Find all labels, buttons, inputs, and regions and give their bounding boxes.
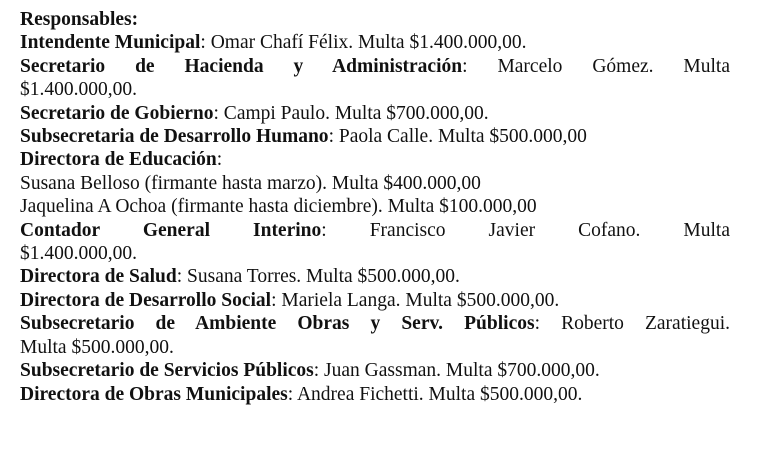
entry-directora-desarrollo-social <box>20 289 730 312</box>
entry-role: Secretario de Gobierno <box>20 102 214 124</box>
entry-text: : Andrea Fichetti. Multa $500.000,00. <box>287 383 583 405</box>
entry-intendente <box>20 31 730 54</box>
entry-secretario-hacienda <box>20 55 730 78</box>
heading: Responsables: <box>20 9 139 30</box>
entry-subsecretario-servicios <box>20 359 730 382</box>
entry-text: : <box>216 149 223 171</box>
entry-text: : Paola Calle. Multa $500.000,00 <box>328 126 587 148</box>
entry-text: : Juan Gassman. Multa $700.000,00. <box>313 360 600 382</box>
entry-role: Directora de Educación <box>20 149 217 171</box>
entry-continuation: Multa $500.000,00. <box>20 336 174 358</box>
entry-continuation: $1.400.000,00. <box>20 79 137 101</box>
entry-text: : Roberto Zaratiegui. <box>534 313 730 335</box>
entry-plain: Susana Belloso (firmante hasta marzo). Multa $400.000,00 <box>20 172 481 194</box>
entry-subsecretaria-desarrollo-humano <box>20 125 730 148</box>
entry-directora-obras <box>20 383 730 406</box>
entry-role: Directora de Obras Municipales <box>20 383 288 405</box>
entry-role: Intendente Municipal <box>20 32 201 54</box>
entry-role: Secretario de Hacienda y Administración <box>20 55 463 77</box>
entry-role: Directora de Desarrollo Social <box>20 289 272 311</box>
entry-directora-educacion <box>20 148 730 171</box>
entry-text: : Francisco Javier Cofano. Multa <box>321 219 730 241</box>
entry-text: : Marcelo Gómez. Multa <box>462 55 730 77</box>
entry-contador-general <box>20 219 730 242</box>
entry-continuation: $1.400.000,00. <box>20 243 137 265</box>
entry-subsecretario-ambiente <box>20 312 730 335</box>
entry-role: Subsecretario de Ambiente Obras y Serv. Públicos <box>20 313 535 335</box>
entry-role: Subsecretario de Servicios Públicos <box>20 360 314 382</box>
entry-directora-salud <box>20 265 730 288</box>
entry-text: : Mariela Langa. Multa $500.000,00. <box>271 289 560 311</box>
entry-role: Directora de Salud <box>20 266 177 288</box>
entry-role: Subsecretaria de Desarrollo Humano <box>20 126 329 148</box>
entry-secretario-gobierno <box>20 102 730 125</box>
entry-text: : Susana Torres. Multa $500.000,00. <box>176 266 460 288</box>
entry-plain: Jaquelina A Ochoa (firmante hasta diciembre). Multa $100.000,00 <box>20 196 537 218</box>
entry-text: : Campi Paulo. Multa $700.000,00. <box>213 102 489 124</box>
entry-role: Contador General Interino <box>20 219 322 241</box>
entry-text: : Omar Chafí Félix. Multa $1.400.000,00. <box>200 32 527 54</box>
